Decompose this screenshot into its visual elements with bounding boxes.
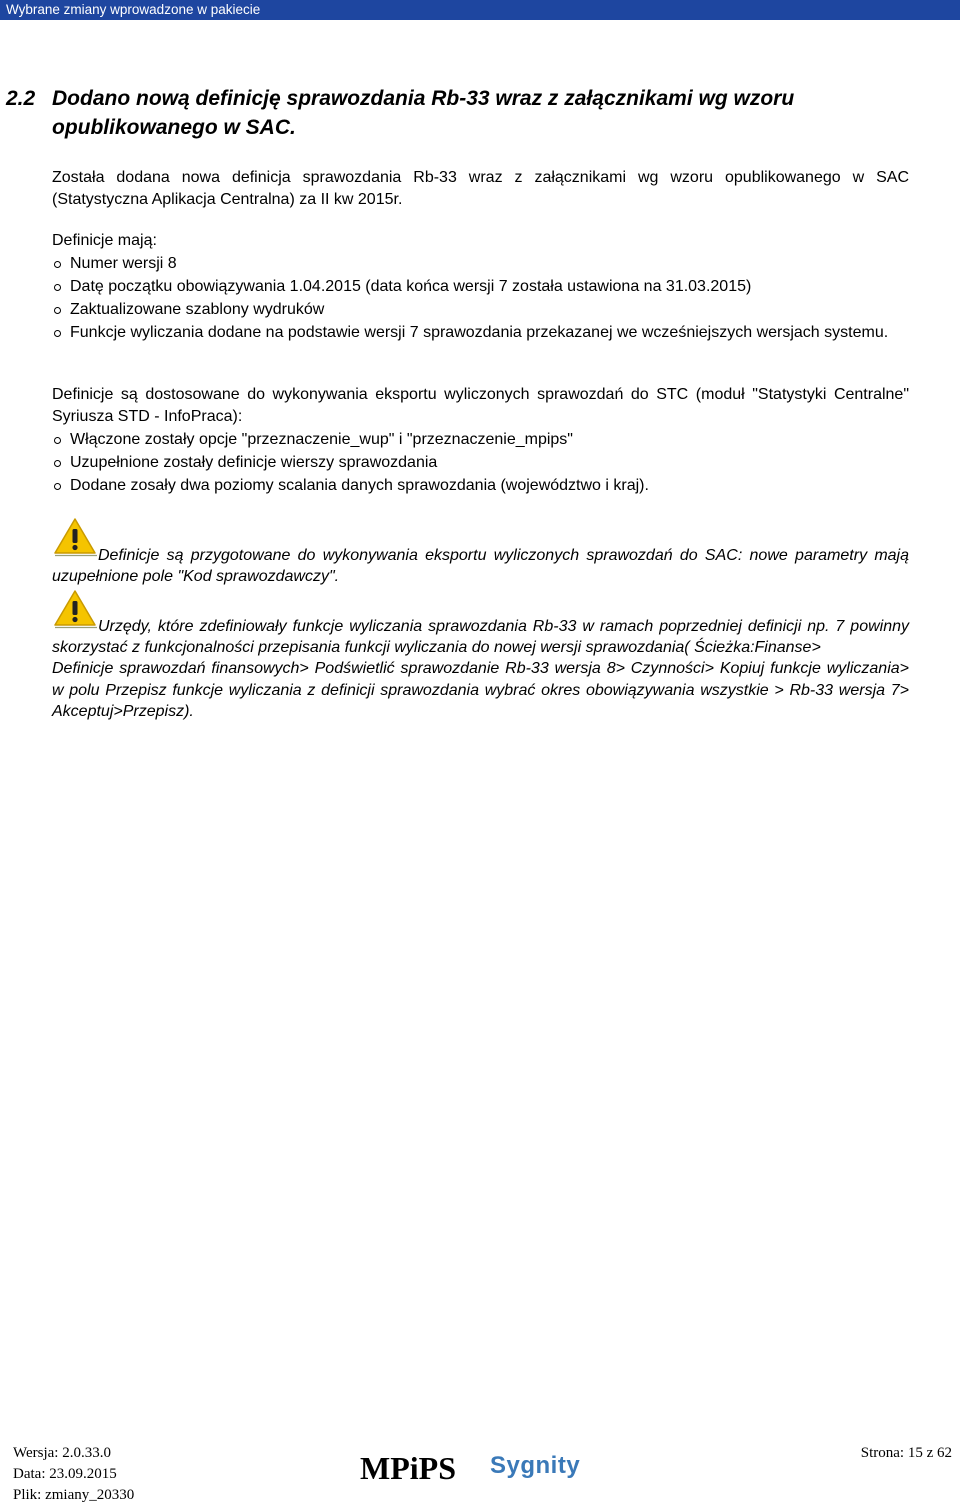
intro-paragraph: Została dodana nowa definicja sprawozdania Rb-33 wraz z załącznikami wg wzoru opublikowanego w SAC (Statystyczna Aplikacja Centralna) za II kw 2015r. [52, 169, 909, 208]
sygnity-logo: Sygnity [490, 1452, 581, 1479]
warning-note-functions-path: Definicje sprawozdań finansowych> Podświetlić sprawozdanie Rb-33 wersja 8> Czynności> Kopiuj funkcje wyliczania> w polu Przepisz funkcje wyliczania z definicji sprawozdania wybrać okres obowiązywania wszystkie > Rb-33 wersja 7> Akceptuj>Przepisz). [52, 660, 909, 720]
list-item: Funkcje wyliczania dodane na podstawie wersji 7 sprawozdania przekazanej we wcześniejszych wersjach systemu. [52, 322, 909, 344]
export-list [52, 429, 909, 497]
footer-version: Wersja: 2.0.33.0 [13, 1445, 111, 1461]
definitions-label: Definicje mają: [52, 232, 157, 249]
warning-note-export [52, 545, 909, 587]
footer-page-number: Strona: 15 z 62 [860, 1445, 952, 1461]
warning-note-functions-text: Urzędy, które zdefiniowały funkcje wyliczania sprawozdania Rb-33 w ramach poprzedniej definicji np. 7 powinny skorzystać z funkcjonalności przepisania funkcji wyliczania do nowej wersji sprawozdania( Ścieżka:Finanse> [52, 618, 909, 657]
running-header-title: Wybrane zmiany wprowadzone w pakiecie [6, 2, 261, 17]
section-title: Dodano nową definicję sprawozdania Rb-33 wraz z załącznikami wg wzoru opublikowanego w SAC. [52, 87, 795, 139]
footer-date: Data: 23.09.2015 [13, 1466, 117, 1482]
list-item: Datę początku obowiązywania 1.04.2015 (data końca wersji 7 została ustawiona na 31.03.2015) [52, 276, 909, 298]
export-paragraph: Definicje są dostosowane do wykonywania eksportu wyliczonych sprawozdań do STC (moduł "Statystyki Centralne" Syriusza STD - InfoPraca): [52, 386, 909, 425]
footer-file: Plik: zmiany_20330 [13, 1487, 135, 1503]
footer-meta [13, 1443, 134, 1506]
section-number: 2.2 [6, 87, 36, 110]
list-item: Uzupełnione zostały definicje wierszy sprawozdania [52, 452, 909, 474]
definitions-list [52, 253, 909, 344]
list-item: Numer wersji 8 [52, 253, 909, 275]
list-item: Zaktualizowane szablony wydruków [52, 299, 909, 321]
list-item: Włączone zostały opcje "przeznaczenie_wup" i "przeznaczenie_mpips" [52, 429, 909, 451]
mpips-logo: MPiPS [360, 1450, 456, 1486]
list-item: Dodane zosały dwa poziomy scalania danych sprawozdania (województwo i kraj). [52, 475, 909, 497]
warning-note-export-text: Definicje są przygotowane do wykonywania eksportu wyliczonych sprawozdań do SAC: nowe parametry mają uzupełnione pole "Kod sprawozdawczy". [52, 547, 909, 586]
warning-note-functions [52, 616, 909, 722]
running-header [0, 0, 960, 20]
